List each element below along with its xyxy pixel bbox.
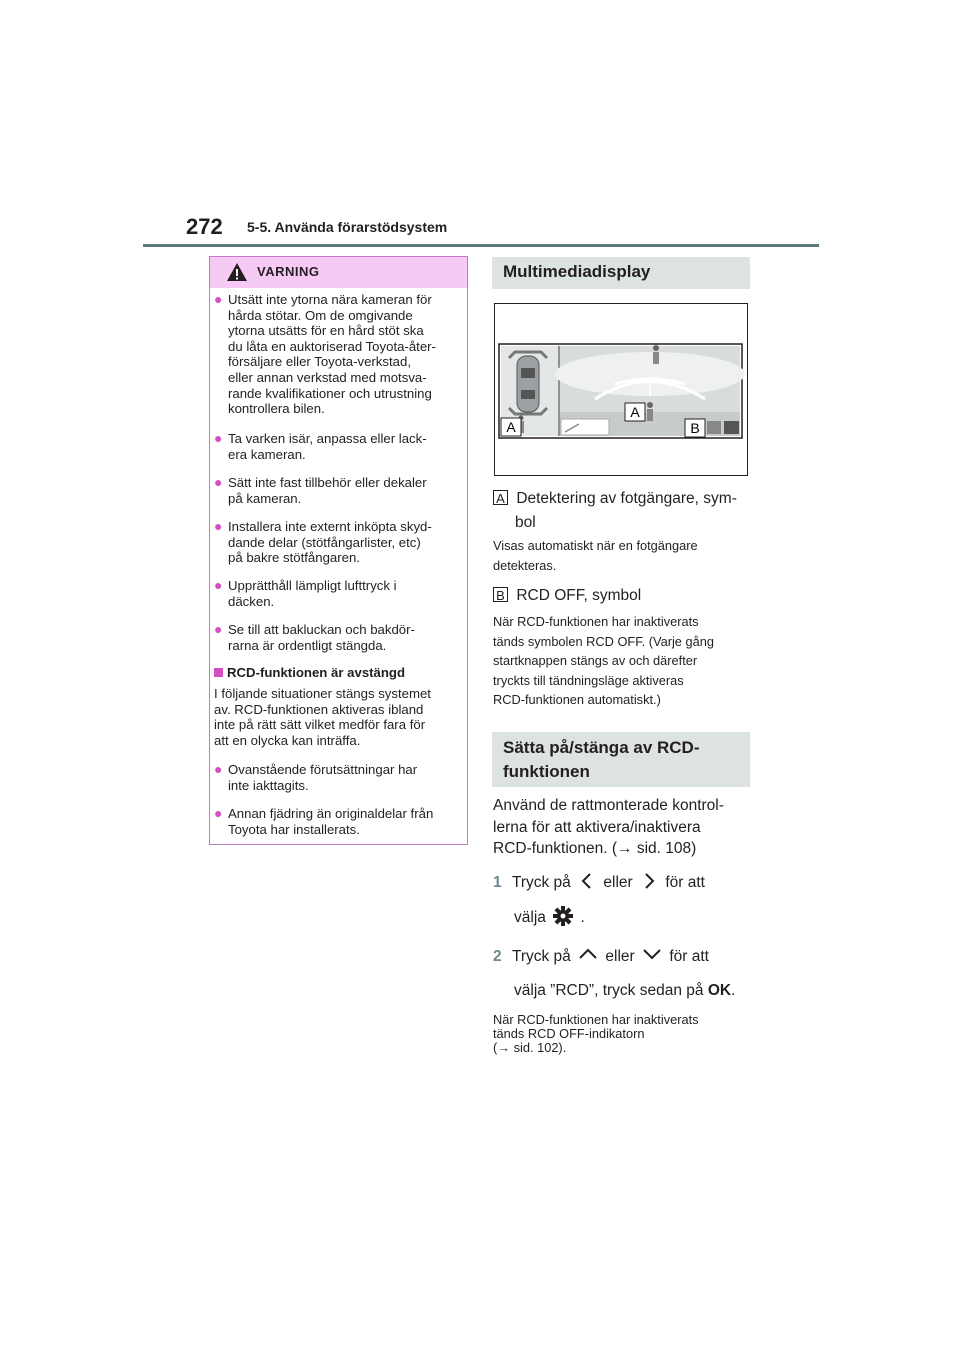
bullet-icon: ● — [214, 430, 223, 446]
step-2: 2 Tryck på eller för att — [493, 948, 709, 965]
toggle-note: När RCD-funktionen har inaktiverats tänds RCD OFF-indikatorn (→ sid. 102). — [493, 1012, 699, 1055]
header-rule — [143, 244, 819, 247]
ok-button-glyph: OK — [707, 982, 732, 999]
warning-item — [214, 431, 462, 462]
label-a: A Detektering av fotgängare, sym- bol — [493, 488, 737, 532]
warning-triangle-icon — [226, 262, 248, 282]
step-number: 2 — [493, 948, 502, 965]
step-2-cont: välja ”RCD”, tryck sedan på OK. — [514, 982, 736, 999]
warning-item — [214, 762, 462, 793]
warning-item-text: Ovanstående förutsättningar har inte iakttagits. — [228, 762, 418, 793]
square-bullet-icon — [214, 668, 223, 677]
section-title-toggle: Sätta på/stänga av RCD- funktionen — [503, 738, 700, 781]
step-1-cont: välja . — [514, 905, 774, 929]
gear-icon — [552, 905, 574, 927]
warning-item-text: Annan fjädring än originaldelar från Toyota har installerats. — [228, 806, 434, 837]
rcd-off-paragraph: I följande situationer stängs systemet av. RCD-funktionen aktiveras ibland inte på rätt sätt vilket medför fara för att en olycka kan inträffa. — [214, 686, 431, 748]
section-title-multimedia: Multimediadisplay — [503, 262, 651, 281]
description-b: När RCD-funktionen har inaktiverats tänds symbolen RCD OFF. (Varje gång startknappen stängs av och därefter tryckts till tändningsläge aktiveras RCD-funktionen automatiskt.) — [493, 614, 714, 708]
bullet-icon: ● — [214, 518, 223, 534]
bullet-icon: ● — [214, 577, 223, 593]
warning-item-text: Utsätt inte ytorna nära kameran för hårda stötar. Om de omgivande ytorna utsätts för en hård stöt ska du låta en auktoriserad Toyota-åter- försäljare eller Toyota-verkstad, eller annan verkstad med motsva- rande kvalifikationer och utrustning kontrollera bilen. — [228, 292, 436, 417]
warning-title: VARNING — [257, 264, 320, 279]
chevron-right-icon — [639, 872, 659, 890]
bullet-icon: ● — [214, 474, 223, 490]
chevron-up-icon — [577, 946, 599, 962]
screen-label-a: A — [506, 419, 516, 435]
warning-item — [214, 578, 462, 609]
rcd-off-heading: RCD-funktionen är avstängd — [214, 665, 462, 681]
warning-item — [214, 806, 462, 837]
warning-item — [214, 292, 462, 417]
bullet-icon: ● — [214, 291, 223, 307]
warning-item-text: Ta varken isär, anpassa eller lack- era kameran. — [228, 431, 427, 462]
chevron-left-icon — [577, 872, 597, 890]
chevron-down-icon — [641, 946, 663, 962]
display-illustration — [494, 303, 748, 476]
warning-header — [210, 257, 467, 288]
bullet-icon: ● — [214, 621, 223, 637]
step-number: 1 — [493, 874, 502, 891]
screen-label-a: A — [630, 404, 640, 420]
label-b: B RCD OFF, symbol — [493, 585, 641, 607]
warning-item-text: Installera inte externt inköpta skyd- dande delar (stötfångarlister, etc) på bakre stötfångaren. — [228, 519, 432, 566]
bullet-icon: ● — [214, 761, 223, 777]
page-number: 272 — [186, 214, 223, 239]
bullet-icon: ● — [214, 805, 223, 821]
chapter-title: 5-5. Använda förarstödsystem — [247, 219, 448, 235]
tag-a: A — [493, 490, 508, 505]
warning-item — [214, 622, 462, 653]
description-a: Visas automatiskt när en fotgängare detekteras. — [493, 538, 698, 573]
warning-item-text: Upprätthåll lämpligt lufttryck i däcken. — [228, 578, 397, 609]
screen-label-b: B — [690, 420, 700, 436]
toggle-intro: Använd de rattmonterade kontrol- lerna för att aktivera/inaktivera RCD-funktionen. (→ sid. 108) — [493, 797, 724, 857]
step-1: 1 Tryck på eller för att — [493, 874, 705, 891]
warning-item-text: Sätt inte fast tillbehör eller dekaler på kameran. — [228, 475, 427, 506]
warning-item — [214, 475, 462, 506]
tag-b: B — [493, 587, 508, 602]
camera-screen-illustration — [495, 304, 747, 475]
warning-item-text: Se till att bakluckan och bakdör- rarna är ordentligt stängda. — [228, 622, 415, 653]
warning-item — [214, 519, 462, 566]
